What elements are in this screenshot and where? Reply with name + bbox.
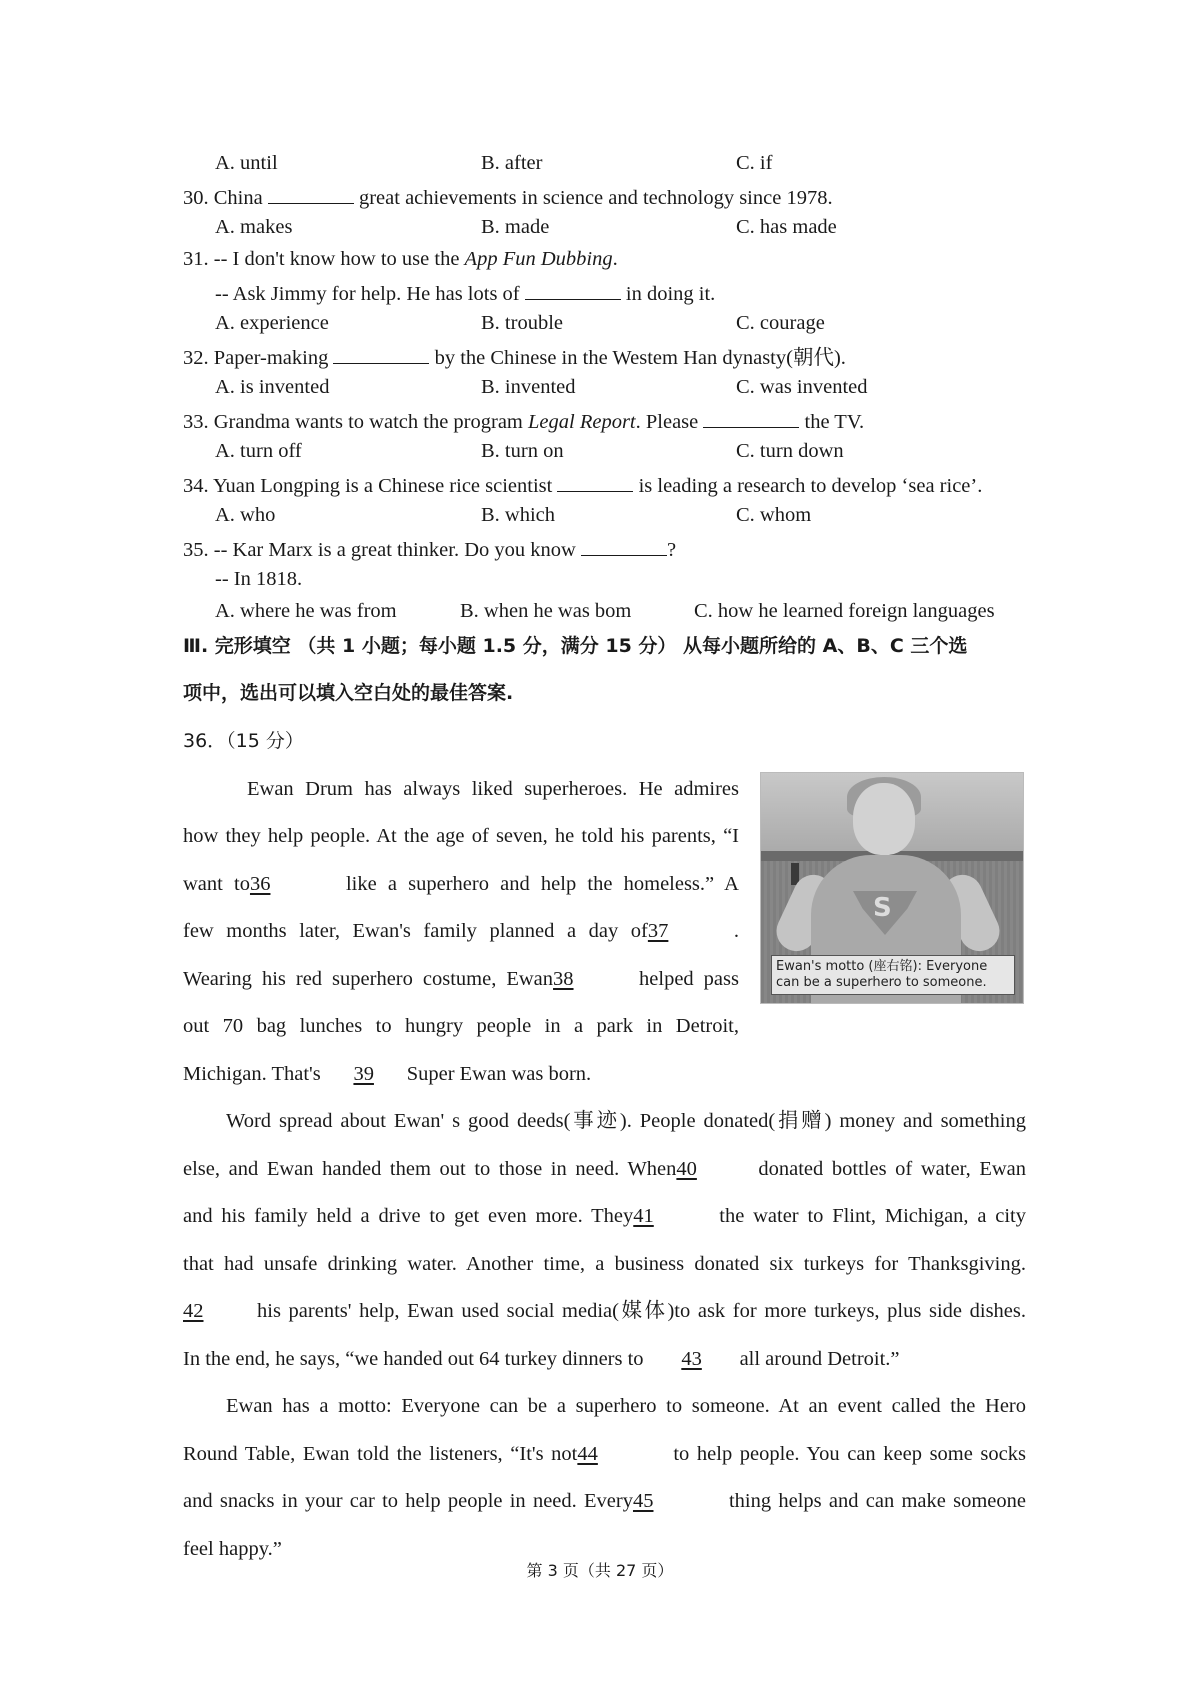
q31-option-b: B. trouble — [481, 312, 563, 334]
passage-text — [183, 921, 739, 942]
passage-p2-line3 — [183, 1206, 1026, 1227]
q35-stem-line2: -- In 1818. — [215, 568, 303, 590]
passage-text: all around Detroit.” — [739, 1348, 900, 1370]
q30-option-c: C. has made — [736, 216, 837, 238]
passage-p3-line2 — [183, 1444, 1026, 1465]
passage-text: donated bottles of water, Ewan — [758, 1158, 1026, 1180]
q34-stem — [183, 473, 982, 497]
q32-option-a: A. is invented — [215, 376, 330, 398]
q34-option-b: B. which — [481, 504, 556, 526]
cloze-blank-40: 40 — [676, 1158, 697, 1180]
question-number: 34. — [183, 475, 209, 497]
q34-option-a: A. who — [215, 504, 276, 526]
question-number: 31. — [183, 248, 209, 270]
app-name: App Fun Dubbing — [464, 248, 613, 270]
passage-text: In the end, he says, “we handed out 64 turkey dinners to — [183, 1348, 644, 1370]
stem-text: China — [213, 187, 268, 209]
passage-text: Wearing his red superhero costume, Ewan — [183, 968, 554, 990]
passage-p3-line1 — [226, 1396, 1026, 1417]
q35-option-c: C. how he learned foreign languages — [694, 600, 995, 622]
q33-option-c: C. turn down — [736, 440, 844, 462]
question-number: 33. — [183, 411, 209, 433]
cloze-blank-43: 43 — [681, 1348, 702, 1370]
section-heading-line2: 项中，选出可以填入空白处的最佳答案. — [183, 682, 514, 704]
photo-boy-head — [853, 783, 915, 855]
stem-text: -- Kar Marx is a great thinker. Do you know — [213, 539, 581, 561]
passage-p1-line4 — [183, 921, 739, 942]
q30-option-a: A. makes — [215, 216, 293, 238]
passage-text: . — [733, 920, 739, 942]
passage-p3-line3 — [183, 1491, 1026, 1512]
q35-stem-line1 — [183, 537, 676, 561]
q35-option-b: B. when he was bom — [460, 600, 632, 622]
page-footer: 第 3 页（共 27 页） — [526, 1561, 674, 1580]
q32-option-c: C. was invented — [736, 376, 868, 398]
answer-blank — [268, 185, 354, 204]
passage-text — [183, 969, 739, 990]
q33-stem — [183, 409, 864, 433]
q33-option-b: B. turn on — [481, 440, 564, 462]
passage-p2-line2 — [183, 1159, 1026, 1180]
passage-text — [183, 874, 739, 895]
passage-p1-line6 — [183, 1016, 739, 1037]
answer-blank — [333, 345, 429, 364]
q31-stem-line1 — [183, 249, 618, 270]
passage-text: Word spread about Ewan' s good deeds(事迹). People donated(捐赠) money and something — [226, 1110, 1026, 1132]
stem-text: Yuan Longping is a Chinese rice scientist — [213, 475, 558, 497]
q30-option-b: B. made — [481, 216, 550, 238]
passage-p3-line4: feel happy.” — [183, 1538, 282, 1560]
passage-text — [183, 1444, 1026, 1465]
passage-p1-line7 — [183, 1064, 591, 1085]
passage-text: else, and Ewan handed them out to those in need. When — [183, 1158, 677, 1180]
passage-text — [183, 1301, 1026, 1322]
q31-stem-line2 — [215, 281, 715, 305]
passage-text — [183, 1491, 1026, 1512]
q31-option-c: C. courage — [736, 312, 825, 334]
cloze-blank-39: 39 — [353, 1063, 374, 1085]
stem-text: great achievements in science and technology since 1978. — [353, 187, 833, 209]
passage-text: that had unsafe drinking water. Another time, a business donated six turkeys for Thanksgiving. — [183, 1253, 1026, 1275]
cloze-blank-45: 45 — [632, 1490, 654, 1512]
q30-stem — [183, 185, 833, 209]
passage-text: how they help people. At the age of seven, he told his parents, “I — [183, 825, 739, 847]
answer-blank — [525, 281, 621, 300]
q35-option-a: A. where he was from — [215, 600, 397, 622]
cloze-blank-42: 42 — [183, 1300, 204, 1322]
q29-option-c: C. if — [736, 152, 773, 174]
stem-text: ? — [666, 539, 677, 561]
passage-text: and his family held a drive to get even more. They — [183, 1205, 634, 1227]
answer-blank — [703, 409, 799, 428]
passage-text: and snacks in your car to help people in need. Every — [183, 1490, 633, 1512]
stem-text: in doing it. — [620, 283, 716, 305]
passage-text: thing helps and can make someone — [728, 1490, 1026, 1512]
passage-text: Michigan. That's — [183, 1063, 321, 1085]
passage-text: Round Table, Ewan told the listeners, “It's not — [183, 1443, 578, 1465]
stem-text: . — [612, 248, 618, 270]
cloze-blank-36: 36 — [249, 873, 271, 895]
passage-p1-line3 — [183, 874, 739, 895]
passage-text: want to — [183, 873, 250, 895]
emblem-letter: S — [873, 893, 892, 923]
cloze-blank-41: 41 — [633, 1205, 654, 1227]
stem-text: Paper-making — [213, 347, 334, 369]
passage-p2-line6 — [183, 1349, 900, 1370]
stem-text: -- I don't know how to use the — [213, 248, 465, 270]
passage-p2-line1 — [226, 1111, 1026, 1132]
passage-text — [183, 1206, 1026, 1227]
passage-text: out 70 bag lunches to hungry people in a park in Detroit, — [183, 1015, 739, 1037]
answer-blank — [557, 473, 633, 492]
program-name: Legal Report — [528, 411, 636, 433]
passage-text: Ewan has a motto: Everyone can be a superhero to someone. At an event called the Hero — [226, 1395, 1026, 1417]
passage-p2-line5 — [183, 1301, 1026, 1322]
section-heading-line1: Ⅲ. 完形填空 （共 1 小题；每小题 1.5 分，满分 15 分） 从每小题所给的 A、B、C 三个选 — [183, 635, 968, 657]
question-number: 32. — [183, 347, 209, 369]
passage-text: Super Ewan was born. — [406, 1063, 592, 1085]
cloze-blank-37: 37 — [647, 920, 669, 942]
stem-text: Grandma wants to watch the program — [213, 411, 528, 433]
q33-option-a: A. turn off — [215, 440, 302, 462]
q32-stem — [183, 345, 846, 369]
passage-text: few months later, Ewan's family planned a day of — [183, 920, 648, 942]
q32-option-b: B. invented — [481, 376, 576, 398]
passage-p1-line2 — [183, 826, 739, 847]
q34-option-c: C. whom — [736, 504, 812, 526]
passage-text: the water to Flint, Michigan, a city — [719, 1205, 1026, 1227]
q29-option-a: A. until — [215, 152, 278, 174]
question-number: 30. — [183, 187, 209, 209]
answer-blank — [581, 537, 667, 556]
passage-text: like a superhero and help the homeless.” A — [345, 873, 739, 895]
stem-text: is leading a research to develop ‘sea rice’. — [633, 475, 983, 497]
passage-text: Ewan Drum has always liked superheroes. He admires — [247, 778, 739, 800]
passage-text: helped pass — [639, 968, 739, 990]
stem-text: the TV. — [799, 411, 865, 433]
passage-text: his parents' help, Ewan used social media(媒体)to ask for more turkeys, plus side dishes. — [257, 1300, 1026, 1322]
cloze-blank-44: 44 — [577, 1443, 598, 1465]
passage-p1-line5 — [183, 969, 739, 990]
q31-option-a: A. experience — [215, 312, 329, 334]
cloze-blank-38: 38 — [553, 968, 574, 990]
stem-text: . Please — [635, 411, 704, 433]
question-36-header: 36．（15 分） — [183, 730, 304, 752]
q29-option-b: B. after — [481, 152, 543, 174]
stem-text: by the Chinese in the Westem Han dynasty(朝代). — [429, 347, 846, 369]
photo-caption: Ewan's motto (座右铭): Everyone can be a superhero to someone. — [771, 955, 1015, 995]
passage-p2-line4 — [183, 1254, 1026, 1275]
stem-text: -- Ask Jimmy for help. He has lots of — [215, 283, 525, 305]
passage-photo — [760, 772, 1024, 1004]
passage-text: to help people. You can keep some socks — [673, 1443, 1026, 1465]
passage-text — [183, 1159, 1026, 1180]
passage-p1-line1 — [247, 779, 739, 800]
question-number: 35. — [183, 539, 209, 561]
